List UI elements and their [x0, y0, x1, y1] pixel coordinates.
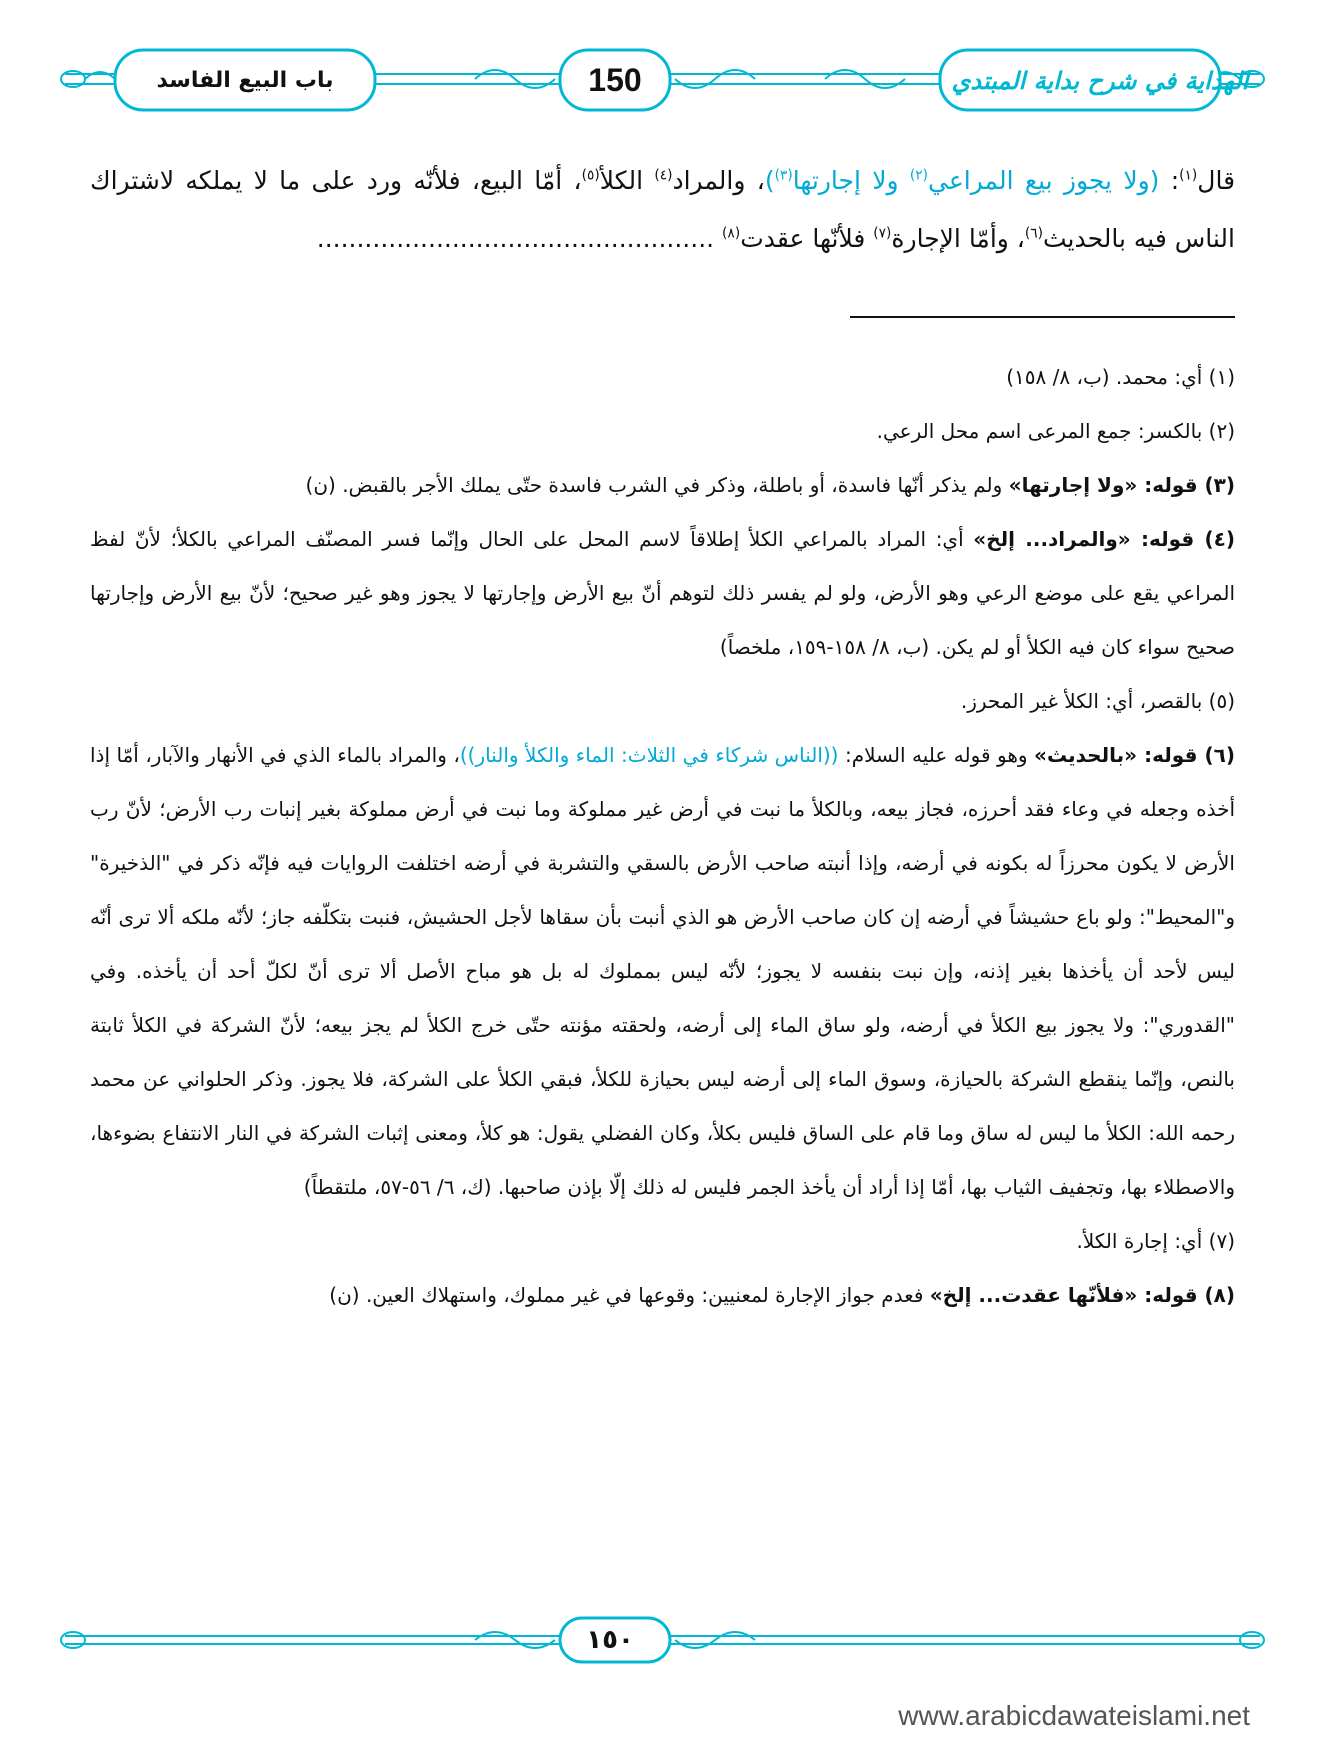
footnote-ref-7: (٧)	[873, 225, 892, 242]
matn-quote	[765, 166, 1160, 195]
main-text-e: فلأنّها عقدت	[740, 224, 874, 253]
footnote-ref-4: (٤)	[654, 167, 673, 184]
book-title: الهداية في شرح بداية المبتدي	[951, 65, 1249, 95]
footnote-8-body: فعدم جواز الإجارة لمعنيين: وقوعها في غير مملوك، واستهلاك العين. (ن)	[329, 1283, 930, 1307]
footnote-1: (١) أي: محمد. (ب، ٨/ ١٥٨)	[1006, 365, 1235, 389]
main-text-b: الكلأ	[599, 166, 655, 195]
quote-part-2: ولا إجارتها	[792, 166, 910, 195]
hadith-quote: ((الناس شركاء في الثلاث: الماء والكلأ والنار))	[459, 743, 839, 767]
continuation-dots: ..................................................	[316, 224, 723, 253]
footnote-ref-8: (٨)	[722, 225, 741, 242]
main-text-a: ، والمراد	[672, 166, 765, 195]
quote-close: )	[764, 166, 775, 195]
footnote-3-body: ولم يذكر أنّها فاسدة، أو باطلة، وذكر في الشرب فاسدة حتّى يملك الأجر بالقبض. (ن)	[305, 473, 1009, 497]
main-paragraph	[90, 152, 1235, 268]
footnote-ref-3: (٣)	[774, 167, 793, 184]
footnote-8	[90, 1268, 1235, 1322]
chapter-title: باب البيع الفاسد	[156, 67, 334, 93]
footnote-5: (٥) بالقصر، أي: الكلأ غير المحرز.	[960, 689, 1235, 713]
footnote-3	[90, 458, 1235, 512]
footnote-6-body: ، والمراد بالماء الذي في الأنهار والآبار، أمّا إذا أخذه وجعله في وعاء فقد أحرزه، فجاز بيعه، وبالكلأ ما نبت في أرض غير مملوكة وما نبت في أرض مملوكة بغير إنبات رب الأرض؛ لأنّ رب الأرض لا يكون محرزاً له بكونه في أرضه، وإذا أنبته صاحب الأرض بالسقي والتشربة في أرضه اختلفت الروايات فيه فإنّه ذكر في "الذخيرة" و"المحيط": ولو باع حشيشاً في أرضه إن كان صاحب الأرض هو الذي أنبت بأن سقاها لأجل الحشيش، فنبت بتكلّفه جاز؛ لأنّه ملكه ألا ترى أنّه ليس لأحد أن يأخذها بغير إذنه، وإن نبت بنفسه لا يجوز؛ لأنّه ليس بمملوك له بل هو مباح الأصل ألا ترى أنّ لكلّ أحد أن يأخذه. وفي "القدوري": ولا يجوز بيع الكلأ في أرضه، ولو ساق الماء إلى أرضه، ولحقته مؤنته حتّى خرج الكلأ لم يجز بيعه؛ لأنّ الشركة في الكلأ ثابتة بالنص، وإنّما ينقطع الشركة بالحيازة، وسوق الماء إلى أرضه ليس بحيازة للكلأ، فبقي الكلأ على الشركة، فلا يجوز. وذكر الحلواني عن محمد رحمه الله: الكلأ ما ليس له ساق وما قام على الساق فليس بكلأ، وكان الفضلي يقول: هو كلأ، ومعنى إثبات الشركة في النار الانتفاع بضوءها، والاصطلاء بها، وتجفيف الثياب بها، أمّا إذا أراد أن يأخذ الجمر فليس له ذلك إلّا بإذن صاحبها. (ك، ٦/ ٥٦-٥٧، ملتقطاً)	[90, 743, 1235, 1199]
footnote-ref-1: (١)	[1179, 167, 1198, 184]
footnotes	[90, 350, 1235, 1322]
footnote-ref-5: (٥)	[581, 167, 600, 184]
footnote-6-mid: وهو قوله عليه السلام:	[838, 743, 1035, 767]
footnote-ref-6: (٦)	[1024, 225, 1043, 242]
page-header	[55, 44, 1270, 116]
page-footer	[55, 1616, 1270, 1664]
footnote-divider	[850, 316, 1235, 318]
footnote-2: (٢) بالكسر: جمع المرعى اسم محل الرعي.	[876, 419, 1235, 443]
footnote-4	[90, 512, 1235, 674]
website-url[interactable]: www.arabicdawateislami.net	[898, 1700, 1250, 1731]
quote-part-1: (ولا يجوز بيع المراعي	[928, 166, 1160, 195]
footnote-6-head: (٦) قوله: «بالحديث»	[1034, 743, 1236, 767]
footnote-8-head: (٨) قوله: «فلأنّها عقدت... إلخ»	[929, 1283, 1235, 1307]
main-colon: :	[1159, 166, 1180, 195]
page-number-bottom: ١٥٠	[586, 1625, 634, 1655]
footnote-ref-2: (٢)	[909, 167, 928, 184]
main-prefix: قال	[1197, 166, 1236, 195]
footnote-4-head: (٤) قوله: «والمراد... إلخ»	[973, 527, 1235, 551]
footnote-3-head: (٣) قوله: «ولا إجارتها»	[1008, 473, 1235, 497]
page-number-top: 150	[588, 61, 642, 98]
footnote-6	[90, 728, 1235, 1214]
main-text	[90, 152, 1235, 268]
main-text-c: ، أمّا البيع، فلأنّه ورد على ما لا يملكه لاشتراك الناس فيه بالحديث	[90, 166, 1235, 253]
footnote-7: (٧) أي: إجارة الكلأ.	[1076, 1229, 1235, 1253]
main-text-d: ، وأمّا الإجارة	[891, 224, 1025, 253]
footnote-4-body: أي: المراد بالمراعي الكلأ إطلاقاً لاسم المحل على الحال وإنّما فسر المصنّف المراعي بالكلأ؛ لأنّ لفظ المراعي يقع على موضع الرعي وهو الأرض، ولو لم يفسر ذلك لتوهم أنّ بيع الأرض وإجارتها لا يجوز وهو غير صحيح؛ لأنّ بيع الأرض وإجارتها صحيح سواء كان فيه الكلأ أو لم يكن. (ب، ٨/ ١٥٨-١٥٩، ملخصاً)	[90, 527, 1235, 659]
